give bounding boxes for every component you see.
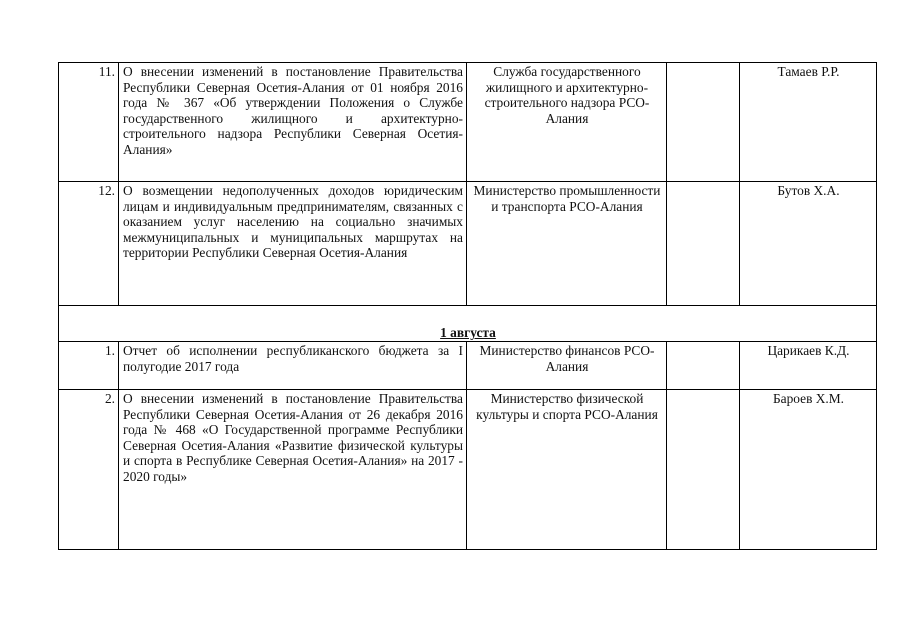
row-responsible: Бутов Х.А. xyxy=(740,182,877,306)
table-row xyxy=(59,390,877,550)
schedule-table xyxy=(58,62,877,550)
row-empty-cell xyxy=(667,63,740,182)
row-organization: Министерство физической культуры и спорта РСО-Алания xyxy=(467,390,667,550)
row-empty-cell xyxy=(667,390,740,550)
row-organization: Министерство промышленности и транспорта РСО-Алания xyxy=(467,182,667,306)
date-row xyxy=(59,306,877,342)
row-responsible: Тамаев Р.Р. xyxy=(740,63,877,182)
table-row xyxy=(59,63,877,182)
row-title: О возмещении недополученных доходов юридическим лицам и индивидуальным предпринимателям, связанных с оказанием услуг населению на социально значимых межмуниципальных и муниципальных маршрутах на территории Республики Северная Осетия-Алания xyxy=(119,182,467,306)
row-responsible: Бароев Х.М. xyxy=(740,390,877,550)
date-heading-cell xyxy=(59,306,877,342)
row-number: 11. xyxy=(59,63,119,182)
row-responsible: Царикаев К.Д. xyxy=(740,342,877,390)
row-empty-cell xyxy=(667,182,740,306)
table-row xyxy=(59,182,877,306)
row-organization: Министерство финансов РСО-Алания xyxy=(467,342,667,390)
row-title: Отчет об исполнении республиканского бюджета за I полугодие 2017 года xyxy=(119,342,467,390)
table-row xyxy=(59,342,877,390)
date-heading: 1 августа xyxy=(440,325,496,341)
row-title: О внесении изменений в постановление Правительства Республики Северная Осетия-Алания от 26 декабря 2016 года № 468 «О Государственной программе Республики Северная Осетия-Алания «Развитие физической культуры и спорта в Республике Северная Осетия-Алания» на 2017 - 2020 годы» xyxy=(119,390,467,550)
row-empty-cell xyxy=(667,342,740,390)
row-title: О внесении изменений в постановление Правительства Республики Северная Осетия-Алания от 01 ноября 2016 года № 367 «Об утверждении Положения о Службе государственного жилищного и архитектурно-строительного надзора Республики Северная Осетия-Алания» xyxy=(119,63,467,182)
row-number: 12. xyxy=(59,182,119,306)
row-number: 2. xyxy=(59,390,119,550)
row-number: 1. xyxy=(59,342,119,390)
row-organization: Служба государственного жилищного и архитектурно-строительного надзора РСО-Алания xyxy=(467,63,667,182)
